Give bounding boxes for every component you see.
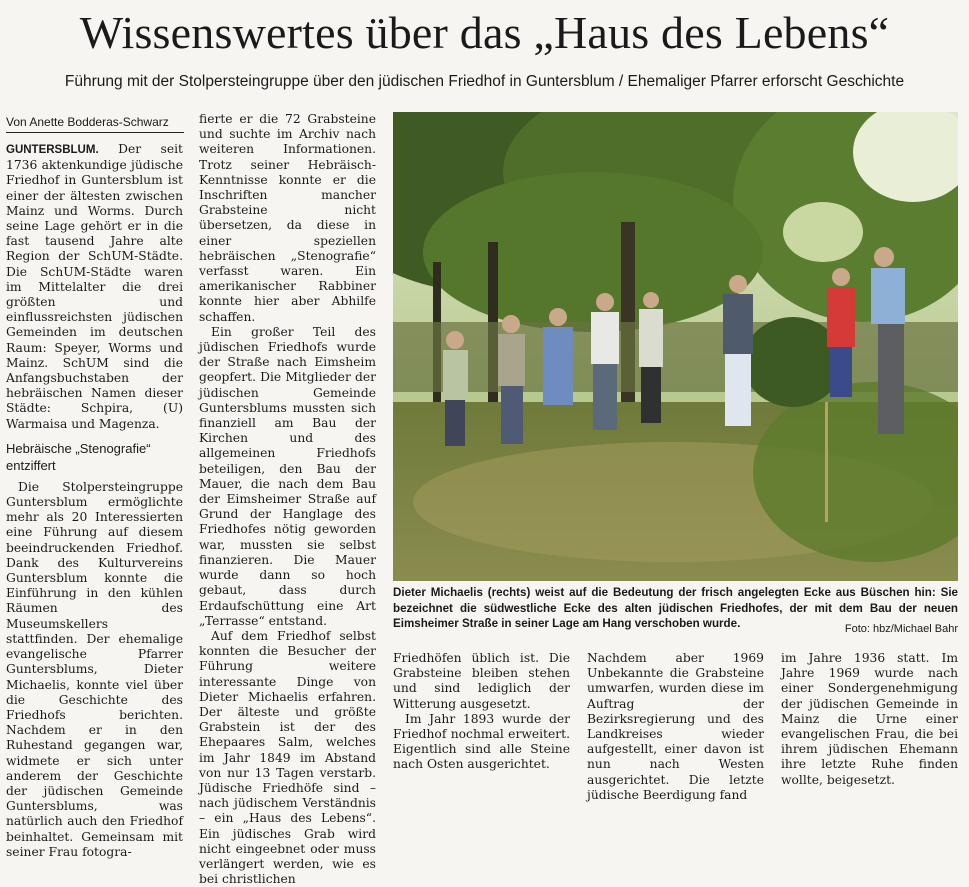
paragraph: Im Jahr 1893 wurde der Friedhof nochmal erweitert. Eigentlich sind alle Steine nach Osten ausgerichtet.	[393, 711, 570, 772]
article-column-5	[781, 651, 958, 788]
paragraph: im Jahre 1936 statt. Im Jahre 1969 wurde nach einer Sondergenehmigung der jüdischen Gemeinde in Mainz die Urne einer evangelischen Frau, die bei ihrem jüdischen Ehemann ihre letzte Ruhe finden wollte, beigesetzt.	[781, 651, 958, 787]
section-subhead: Hebräische „Stenografie“ entziffert	[6, 440, 151, 473]
paragraph: Auf dem Friedhof selbst konnten die Besucher der Führung weitere interessante Dinge von Dieter Michaelis erfahren. Der älteste und größte Grabstein ist der des Ehepaares Salm, welches im Jahr 1849 im Abstand von nur 13 Tagen verstarb. Jüdische Friedhöfe sind – nach jüdischem Verständnis – ein „Haus des Lebens“. Ein jüdisches Grab wird nicht eingeebnet oder muss verlängert werden, wie es bei christlichen	[199, 628, 376, 887]
dateline: GUNTERSBLUM.	[6, 144, 99, 156]
cemetery-tour-photo	[393, 112, 958, 581]
photo-credit: Foto: hbz/Michael Bahr	[844, 623, 958, 635]
photo-caption: Dieter Michaelis (rechts) weist auf die Bedeutung der frisch angelegten Ecke aus Büschen hin: Sie bezeichnet die südwestliche Ecke des alten jüdischen Friedhofes, der mit dem Bau der neuen Eimsheimer Straße in seiner Lage am Hang verschoben wurde.	[393, 586, 958, 630]
subheadline: Führung mit der Stolpersteingruppe über den jüdischen Friedhof in Guntersblum / Ehemaliger Pfarrer erforscht Geschichte	[64, 73, 905, 90]
paragraph: GUNTERSBLUM. Der seit 1736 aktenkundige jüdische Friedhof in Guntersblum ist einer der ältesten zwischen Mainz und Worms. Durch seine Lage gehört er in die fast tausend Jahre alte Region der SchUM-Städte. Die SchUM-Städte waren im Mittelalter die drei größten und einflussreichsten jüdischen Gemeinden im deutschen Raum: Speyer, Worms und Mainz. SchUM sind die Anfangsbuchstaben der hebräischen Namen dieser Städte: Schpira, (U) Warmaisa und Magenza.	[6, 142, 183, 431]
paragraph: Nachdem aber 1969 Unbekannte die Grabsteine umwarfen, wurden diese im Auftrag der Bezirksregierung und des Landkreises wieder aufgestellt, einer davon ist nun nach Westen ausgerichtet. Die letzte jüdische Beerdigung fand	[587, 651, 764, 802]
headline: Wissenswertes über das „Haus des Lebens“	[79, 7, 890, 58]
byline: Von Anette Bodderas-Schwarz	[6, 114, 184, 133]
article-column-3	[393, 651, 570, 773]
paragraph: Die Stolpersteingruppe Guntersblum ermöglichte mehr als 20 Interessierten eine Führung auf diesem beeindruckenden Friedhof. Dank des Kulturvereins Guntersblum konnte die Einführung in den kühlen Räumen des Museumskellers stattfinden. Der ehemalige evangelische Pfarrer Guntersblums, Dieter Michaelis, konnte viel über die Geschichte des Friedhofs berichten. Nachdem er in den Ruhestand gegangen war, widmete er sich unter anderem der Geschichte der jüdischen Gemeinde Guntersblums, was natürlich auch den Friedhof beinhaltet. Gemeinsam mit seiner Frau fotogra-	[6, 479, 183, 859]
article-column-1	[6, 142, 183, 860]
paragraph: Friedhöfen üblich ist. Die Grabsteine bleiben stehen und sind lediglich der Witterung ausgesetzt.	[393, 651, 570, 711]
paragraph: Ein großer Teil des jüdischen Friedhofs wurde der Straße nach Eimsheim geopfert. Die Mitglieder der jüdischen Gemeinde Guntersblums mussten sich finanziell am Bau der Kirchen und des allgemeinen Friedhofs beteiligen, den Bau der Mauer, die nach dem Bau der Eimsheimer Straße auf Grund der Hanglage des Friedhofes nötig geworden war, mussten sie selbst finanzieren. Die Mauer wurde dann so hoch gebaut, dass durch Erdaufschüttung eine Art „Terrasse“ entstand.	[199, 324, 376, 628]
paragraph: fierte er die 72 Grabsteine und suchte im Archiv nach weiteren Informationen. Trotz seiner Hebräisch-Kenntnisse konnte er die Inschriften mancher Grabsteine nicht übersetzen, da diese in einer speziellen hebräischen „Stenografie“ verfasst waren. Ein amerikanischer Rabbiner konnte hier aber Abhilfe schaffen.	[199, 112, 376, 324]
article-column-2	[199, 112, 376, 887]
article-column-4	[587, 651, 764, 803]
